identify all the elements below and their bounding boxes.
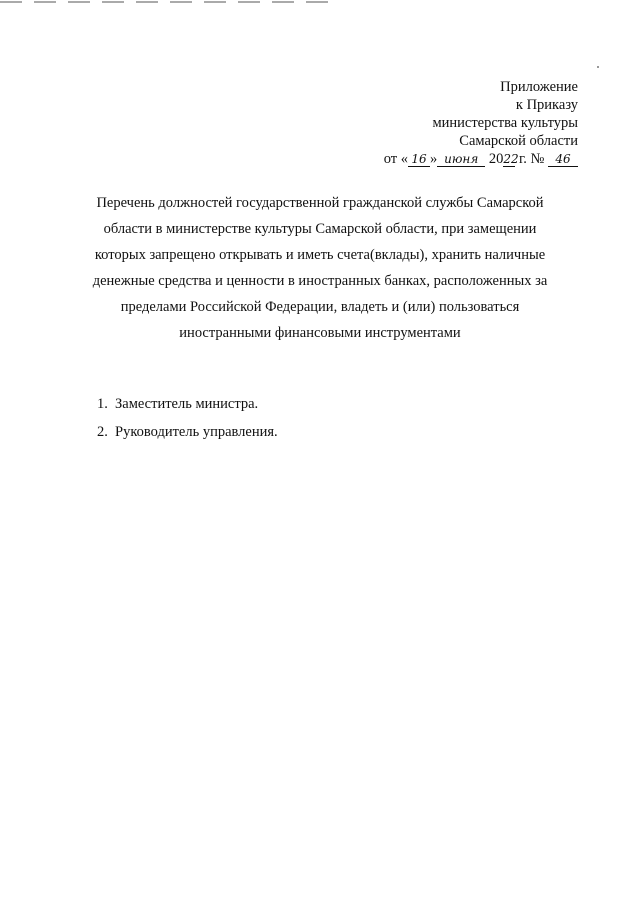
order-quote-close: » <box>429 151 438 167</box>
title-line: денежные средства и ценности в иностранных банках, расположенных за <box>92 273 548 289</box>
title-line: иностранными финансовыми инструментами <box>179 325 461 341</box>
order-number-handwritten: 46 <box>548 152 578 167</box>
list-item-text: Руководитель управления. <box>115 424 278 440</box>
title-line: пределами Российской Федерации, владеть и (или) пользоваться <box>120 299 520 315</box>
order-year-unit: г. № <box>518 151 545 167</box>
title-line: Перечень должностей государственной гражданской службы Самарской <box>96 195 544 211</box>
list-item-number: 1. <box>97 396 108 412</box>
document-title <box>80 190 560 346</box>
list-item-number: 2. <box>97 424 108 440</box>
list-item <box>97 418 278 446</box>
order-prefix: от « <box>383 151 408 167</box>
scan-speck <box>597 66 599 68</box>
appendix-order-ref: к Приказу <box>515 97 578 113</box>
order-month-handwritten: июня <box>437 152 485 167</box>
positions-list <box>97 390 278 446</box>
order-year-prefix: 20 <box>488 151 504 167</box>
appendix-header <box>384 78 578 168</box>
order-year-handwritten: 22 <box>503 152 519 166</box>
scan-edge-marks <box>0 0 330 4</box>
title-line: области в министерстве культуры Самарской области, при замещении <box>103 221 537 237</box>
list-item-text: Заместитель министра. <box>115 396 259 412</box>
order-day-handwritten: 16 <box>408 152 430 167</box>
order-date-number <box>384 150 578 168</box>
appendix-ministry: министерства культуры <box>432 115 578 131</box>
list-item <box>97 390 278 418</box>
appendix-region: Самарской области <box>459 133 578 149</box>
title-line: которых запрещено открывать и иметь счета(вклады), хранить наличные <box>94 247 546 263</box>
appendix-label: Приложение <box>500 79 578 95</box>
